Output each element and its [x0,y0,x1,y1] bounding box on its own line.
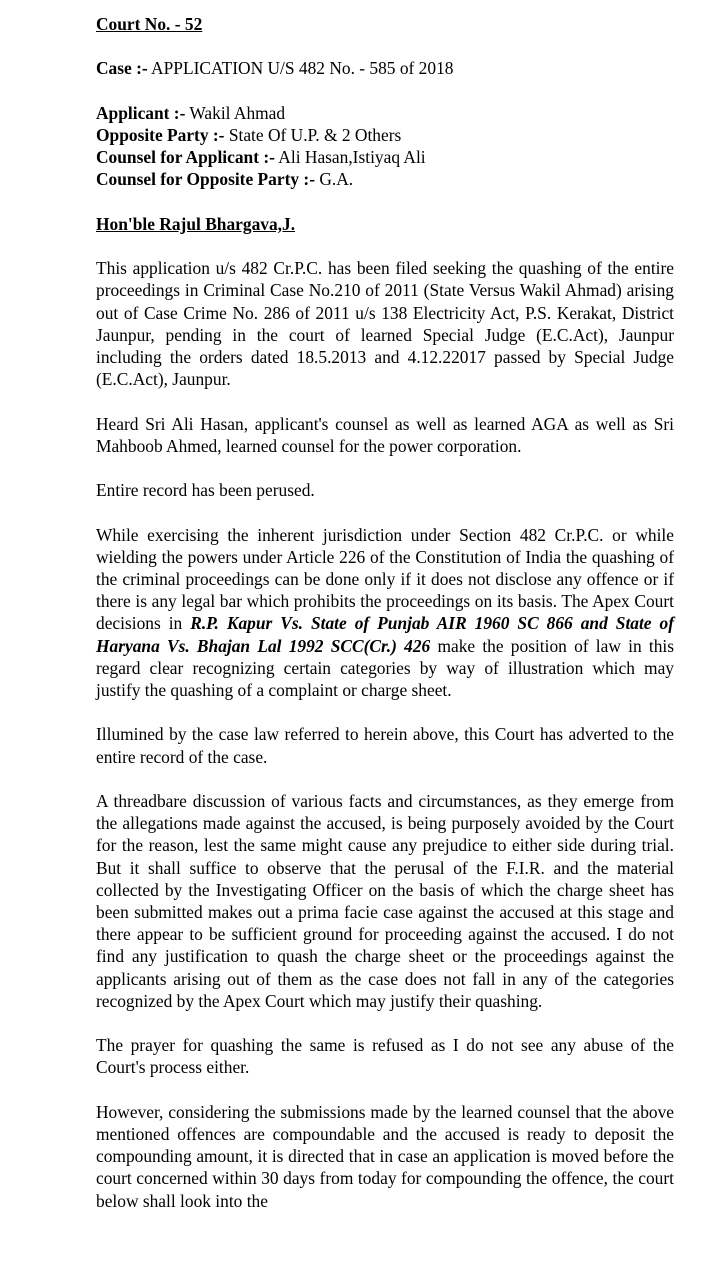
applicant-line [96,102,674,124]
counsel-applicant-line [96,146,674,168]
applicant-value: Wakil Ahmad [185,102,286,123]
paragraph-5: Illumined by the case law referred to herein above, this Court has adverted to the entire record of the case. [96,724,674,767]
counsel-opposite-label: Counsel for Opposite Party :- [96,169,315,190]
case-line [96,57,674,79]
paragraph-3: Entire record has been perused. [96,480,315,501]
judge-name: Hon'ble Rajul Bhargava,J. [96,213,296,234]
court-number [96,13,674,35]
paragraph-4 [96,524,674,702]
paragraph-4-outro: make the position of law in this regard clear recognizing certain categories by way of illustration which may justify the quashing of a complaint or charge sheet. [96,635,675,700]
court-number-text: Court No. - 52 [96,14,203,34]
applicant-label: Applicant :- [96,102,186,123]
counsel-opposite-line [96,168,674,190]
counsel-opposite-value: G.A. [314,169,354,190]
paragraph-8: However, considering the submissions made by the learned counsel that the above mentioned offences are compoundable and the accused is ready to deposit the compounding amount, it is directed that in case an application is moved before the court concerned within 30 days from today for compounding the offence, the court below shall look into the [96,1101,674,1211]
paragraph-6: A threadbare discussion of various facts and circumstances, as they emerge from the allegations made against the accused, is being purposely avoided by the Court for the reason, lest the same might cause any prejudice to either side during trial. But it shall suffice to observe that the perusal of the F.I.R. and the material collected by the Investigating Officer on the basis of which the charge sheet has been submitted makes out a prima facie case against the accused at this stage and there appear to be sufficient ground for proceeding against the accused. I do not find any justification to quash the charge sheet or the proceedings against the applicants arising out of them as the case does not fall in any of the categories recognized by the Apex Court which may justify their quashing. [96,790,674,1011]
case-citation: R.P. Kapur Vs. State of Punjab AIR 1960 SC 866 and State of Haryana Vs. Bhajan Lal 1992 SCC(Cr.) 426 [96,613,674,656]
counsel-applicant-label: Counsel for Applicant :- [96,147,275,168]
opposite-party-line [96,124,674,146]
paragraph-2: Heard Sri Ali Hasan, applicant's counsel as well as learned AGA as well as Sri Mahboob Ahmed, learned counsel for the power corporation. [96,413,674,456]
opposite-party-value: State Of U.P. & 2 Others [224,124,402,145]
paragraph-7: The prayer for quashing the same is refused as I do not see any abuse of the Court's process either. [96,1035,674,1078]
paragraph-1: This application u/s 482 Cr.P.C. has been filed seeking the quashing of the entire proceedings in Criminal Case No.210 of 2011 (State Versus Wakil Ahmad) arising out of Case Crime No. 286 of 2011 u/s 138 Electricity Act, P.S. Kerakat, District Jaunpur, pending in the court of learned Special Judge (E.C.Act), Jaunpur including the orders dated 18.5.2013 and 4.12.22017 passed by Special Judge (E.C.Act), Jaunpur. [96,258,674,390]
case-label: Case :- [96,58,148,79]
counsel-applicant-value: Ali Hasan,Istiyaq Ali [274,147,426,168]
paragraph-4-intro: While exercising the inherent jurisdiction under Section 482 Cr.P.C. or while wielding the powers under Article 226 of the Constitution of India the quashing of the criminal proceedings can be done only if it does not disclose any offence or if there is any legal bar which prohibits the proceedings on its basis. The Apex Court decisions in [96,524,674,634]
case-value: APPLICATION U/S 482 No. - 585 of 2018 [147,58,454,79]
opposite-party-label: Opposite Party :- [96,124,225,145]
judge-line [96,213,674,235]
